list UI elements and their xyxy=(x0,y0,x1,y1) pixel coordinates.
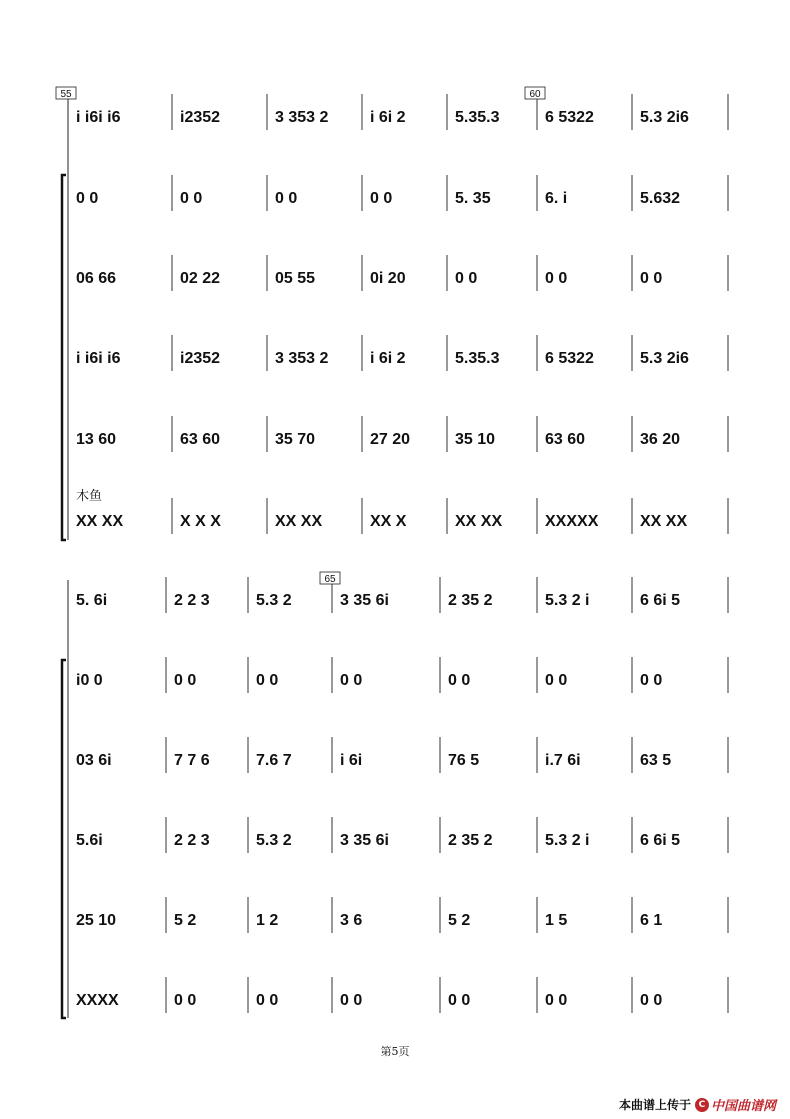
notation-cell: 06 66 xyxy=(76,270,117,287)
notation-cell: 3 35 6i xyxy=(340,832,389,849)
notation-cell: XX XX xyxy=(455,513,503,530)
notation-cell: 5.6i xyxy=(76,832,103,849)
staff-bracket xyxy=(62,175,66,540)
notation-cell: 63 60 xyxy=(180,431,221,448)
notation-cell: 0 0 xyxy=(455,270,478,287)
notation-cell: 2 35 2 xyxy=(448,832,493,849)
notation-cell: 6 6i 5 xyxy=(640,832,681,849)
notation-cell: 5.3 2 i xyxy=(545,592,590,609)
notation-cell: 0 0 xyxy=(256,992,279,1009)
notation-cell: 0 0 xyxy=(448,992,471,1009)
notation-cell: 2 35 2 xyxy=(448,592,493,609)
staff-bracket xyxy=(62,660,66,1018)
notation-cell: 63 60 xyxy=(545,431,586,448)
notation-cell: 13 60 xyxy=(76,431,117,448)
notation-cell: i0 0 xyxy=(76,672,103,689)
notation-cell: 25 10 xyxy=(76,912,117,929)
notation-cell: 6. i xyxy=(545,190,568,207)
notation-cell: X X X xyxy=(180,513,221,530)
notation-cell: XX X xyxy=(370,513,407,530)
notation-cell: i2352 xyxy=(180,109,221,126)
notation-cell: 0i 20 xyxy=(370,270,406,287)
notation-cell: 5 2 xyxy=(448,912,471,929)
notation-cell: i.7 6i xyxy=(545,752,581,769)
notation-cell: i i6i i6 xyxy=(76,350,121,367)
notation-cell: 7.6 7 xyxy=(256,752,292,769)
notation-cell: 02 22 xyxy=(180,270,221,287)
notation-cell: 0 0 xyxy=(640,270,663,287)
notation-cell: 7 7 6 xyxy=(174,752,210,769)
notation-cell: 36 20 xyxy=(640,431,681,448)
notation-cell: XX XX xyxy=(275,513,323,530)
site-logo[interactable] xyxy=(695,1095,776,1114)
notation-cell: 5.3 2 xyxy=(256,592,292,609)
notation-cell: 3 353 2 xyxy=(275,350,329,367)
notation-cell: 0 0 xyxy=(545,672,568,689)
notation-cell: 03 6i xyxy=(76,752,112,769)
notation-cell: i i6i i6 xyxy=(76,109,121,126)
woodfish-label: 木鱼 xyxy=(76,489,103,504)
notation-cell: XXXXX xyxy=(545,513,599,530)
notation-cell: 0 0 xyxy=(174,992,197,1009)
notation-cell: 6 5322 xyxy=(545,350,594,367)
notation-cell: 0 0 xyxy=(640,992,663,1009)
notation-cell: 35 10 xyxy=(455,431,496,448)
measure-number: 60 xyxy=(529,89,541,100)
notation-cell: 0 0 xyxy=(370,190,393,207)
notation-cell: 0 0 xyxy=(76,190,99,207)
site-logo-icon: C xyxy=(695,1098,709,1112)
notation-cell: XX XX xyxy=(76,513,124,530)
notation-cell: 0 0 xyxy=(448,672,471,689)
notation-cell: 5. 6i xyxy=(76,592,108,609)
notation-cell: 05 55 xyxy=(275,270,316,287)
notation-cell: 0 0 xyxy=(256,672,279,689)
score-system xyxy=(62,572,728,1018)
notation-cell: 5.3 2i6 xyxy=(640,350,689,367)
notation-cell: 0 0 xyxy=(275,190,298,207)
notation-cell: 0 0 xyxy=(180,190,203,207)
notation-cell: 0 0 xyxy=(340,992,363,1009)
upload-source-text: 本曲谱上传于 xyxy=(618,1098,691,1112)
notation-cell: 0 0 xyxy=(340,672,363,689)
notation-cell: i 6i xyxy=(340,752,363,769)
notation-cell: XX XX xyxy=(640,513,688,530)
notation-cell: 5.3 2i6 xyxy=(640,109,689,126)
site-logo-text: 中国曲谱网 xyxy=(710,1099,776,1114)
notation-cell: i 6i 2 xyxy=(370,350,406,367)
score-system xyxy=(56,87,728,540)
page-number: 第5页 xyxy=(380,1045,410,1058)
notation-cell: 5. 35 xyxy=(455,190,491,207)
notation-cell: 6 5322 xyxy=(545,109,594,126)
notation-cell: 0 0 xyxy=(640,672,663,689)
measure-number: 55 xyxy=(60,89,72,100)
notation-cell: 1 5 xyxy=(545,912,568,929)
notation-cell: 2 2 3 xyxy=(174,592,210,609)
notation-cell: 0 0 xyxy=(545,992,568,1009)
notation-cell: 2 2 3 xyxy=(174,832,210,849)
notation-cell: 5 2 xyxy=(174,912,197,929)
notation-cell: XXXX xyxy=(76,992,119,1009)
notation-cell: 5.3 2 i xyxy=(545,832,590,849)
upload-source xyxy=(619,1095,776,1114)
notation-cell: 76 5 xyxy=(448,752,480,769)
notation-cell: 5.35.3 xyxy=(455,350,500,367)
notation-cell: 6 6i 5 xyxy=(640,592,681,609)
notation-cell: 0 0 xyxy=(174,672,197,689)
notation-cell: 3 35 6i xyxy=(340,592,389,609)
notation-cell: 1 2 xyxy=(256,912,279,929)
notation-cell: i2352 xyxy=(180,350,221,367)
notation-cell: 6 1 xyxy=(640,912,663,929)
notation-cell: 0 0 xyxy=(545,270,568,287)
notation-cell: 35 70 xyxy=(275,431,316,448)
notation-cell: 3 353 2 xyxy=(275,109,329,126)
measure-number: 65 xyxy=(324,574,336,585)
notation-cell: 5.35.3 xyxy=(455,109,500,126)
notation-cell: 3 6 xyxy=(340,912,363,929)
systems-layer xyxy=(56,87,728,1018)
notation-cell: 63 5 xyxy=(640,752,672,769)
notation-cell: 5.632 xyxy=(640,190,681,207)
notation-cell: 5.3 2 xyxy=(256,832,292,849)
notation-cell: 27 20 xyxy=(370,431,411,448)
notation-cell: i 6i 2 xyxy=(370,109,406,126)
